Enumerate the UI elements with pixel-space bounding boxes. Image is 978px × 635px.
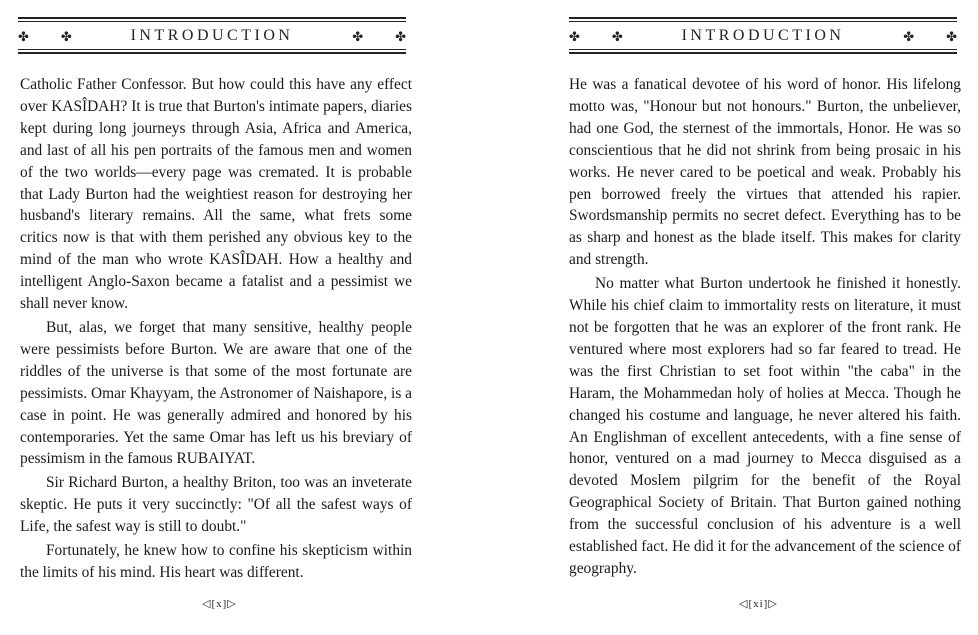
body-text (20, 74, 412, 586)
header-rule (18, 17, 406, 19)
ornament-icon: ✤ (903, 28, 915, 44)
paragraph: Catholic Father Confessor. But how could this have any effect over KASÎDAH? It is true that Burton's intimate papers, diaries kept during long journeys through Asia, Africa and America, and last of all his pen portraits of the famous men and women of the two worlds—every page was cremated. It is probable that Lady Burton had the weightiest reason for destroying her husband's literary remains. All the same, what frets some critics now is that with them perished any obvious key to the mind of the man who wrote KASÎDAH. How a healthy and intelligent Anglo-Saxon became a fatalist and a pessimist we shall never know. (20, 76, 412, 313)
ornament-icon: ✤ (946, 28, 957, 44)
header-row (569, 24, 957, 48)
ornament-icon: ✤ (352, 28, 364, 44)
ornament-icon: ✤ (18, 28, 29, 44)
header-rule (18, 52, 406, 54)
ornament-icon: ✤ (395, 28, 406, 44)
running-header (18, 14, 406, 54)
paragraph: Fortunately, he knew how to confine his skepticism within the limits of his mind. His heart was different. (20, 542, 412, 581)
header-title: INTRODUCTION (130, 27, 294, 44)
ornament-group (352, 30, 406, 43)
header-rule (569, 17, 957, 19)
header-rule (569, 49, 957, 50)
header-rule (18, 21, 406, 22)
ornament-icon: ✤ (569, 28, 580, 44)
header-rule (569, 52, 957, 54)
paragraph: No matter what Burton undertook he finished it honestly. While his chief claim to immortality rests on literature, it must not be forgotten that he was an explorer of the front rank. He ventured where most explorers had so far feared to tread. He was the first Christian to set foot within "the caba" in the Haram, the Mohammedan holy of holies at Mecca. Though he changed his costume and language, he never altered his faith. An Englishman of excellent antecedents, with a fine sense of honor, ventured on a mad journey to Mecca disguised as a devoted Moslem pilgrim for the benefit of the Royal Geographical Society of Britain. That Burton gained nothing from the successful conclusion of his adventure is a well established fact. He did it for the advancement of the science of geography. (569, 275, 961, 577)
ornament-icon: ✤ (60, 28, 72, 44)
body-text (569, 74, 961, 582)
paragraph: But, alas, we forget that many sensitive, healthy people were pessimists before Burton. We are aware that one of the riddles of the universe is that some of the most fortunate are pessimists. Omar Khayyam, the Astronomer of Naishapore, is a case in point. He was generally admired and honored by his contemporaries. Yet the same Omar has left us his breviary of pessimism in the famous RUBAIYAT. (20, 318, 412, 468)
right-page (489, 0, 978, 635)
page-number: ◁[x]▷ (202, 598, 237, 610)
ornament-icon: ✤ (611, 28, 623, 44)
ornament-group (903, 30, 957, 43)
header-rule (18, 49, 406, 50)
page-number: ◁[xi]▷ (739, 598, 778, 610)
paragraph: Sir Richard Burton, a healthy Briton, too was an inveterate skeptic. He puts it very succinctly: "Of all the safest ways of Life, the safest way is still to doubt." (20, 474, 412, 536)
header-rule (569, 21, 957, 22)
header-row (18, 24, 406, 48)
ornament-group (569, 30, 623, 43)
paragraph: He was a fanatical devotee of his word of honor. His lifelong motto was, "Honour but not honours." Burton, the unbeliever, had one God, the sternest of the immortals, Honor. He was so conscientious that he did not shrink from being prosaic in his works. He never cared to be poetical and weak. Probably his pen borrowed freely the virtues that attended his rapier. Swordsmanship permits no secret defect. Everything has to be as sharp and honest as the blade itself. This makes for clarity and strength. (569, 76, 961, 269)
ornament-group (18, 30, 72, 43)
header-title: INTRODUCTION (681, 27, 845, 44)
running-header (569, 14, 957, 54)
